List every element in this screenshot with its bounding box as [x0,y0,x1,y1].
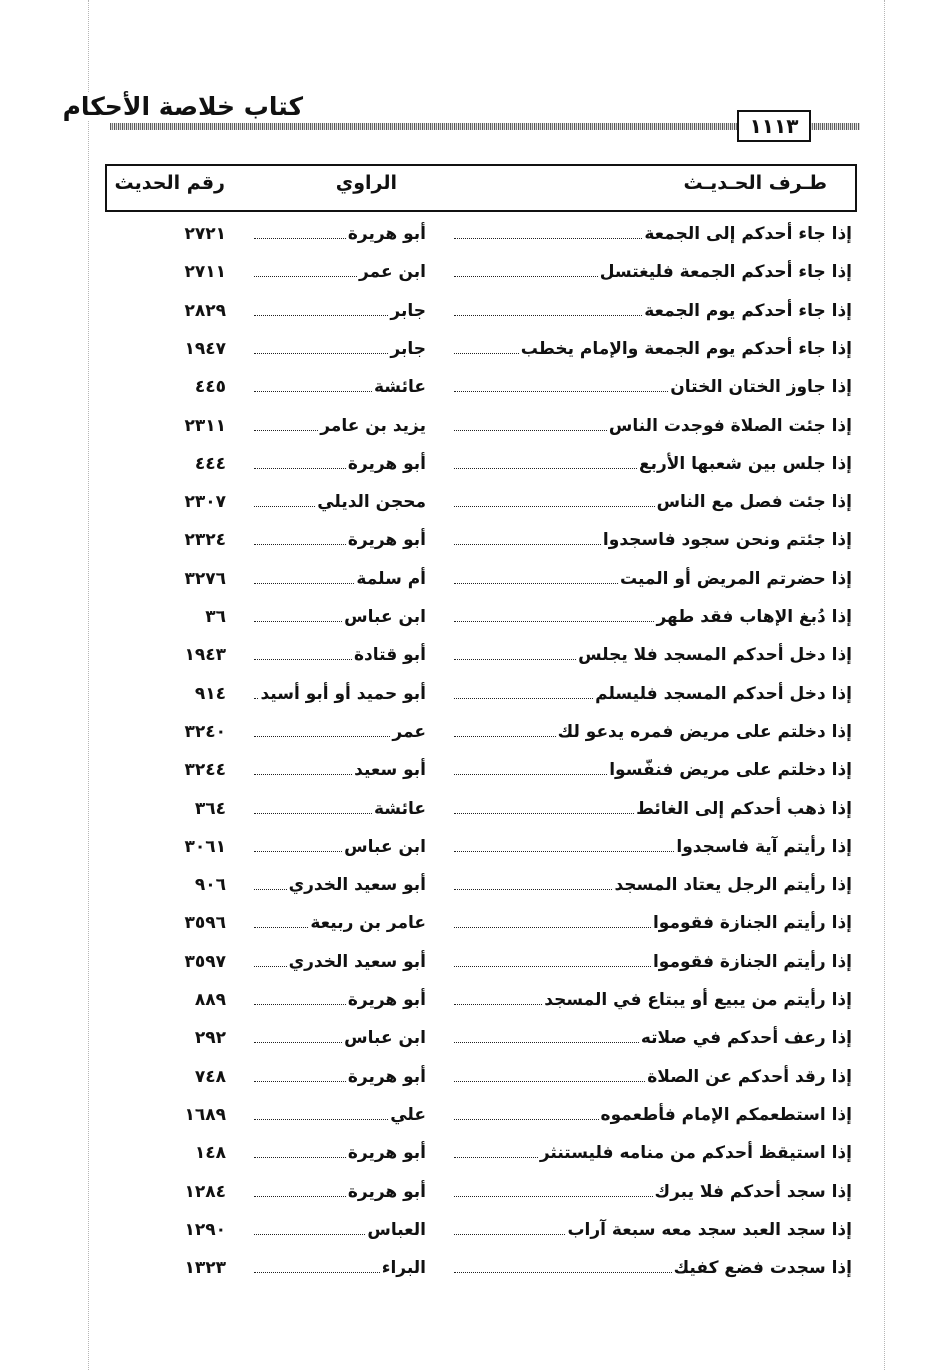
hadith-text: إذا دخلتم على مريض فمره يدعو لك [557,721,852,742]
narrator-cell [252,875,426,895]
narrator-text: ابن عمر [358,262,426,283]
narrator-text: أبو سعيد [354,760,426,781]
hadith-text: إذا دخل أحدكم المسجد فليسلم [595,683,852,704]
hadith-text: إذا جلس بين شعبها الأربع [638,453,852,474]
hadith-cell [452,1105,852,1125]
leader-dots [254,762,352,775]
leader-dots [254,647,352,660]
leader-dots [454,1030,639,1043]
leader-dots [254,877,287,890]
leader-dots [254,418,318,431]
table-row [0,1139,940,1177]
narrator-cell [252,684,426,704]
table-row [0,680,940,718]
page-header [62,92,860,140]
leader-dots [454,609,654,622]
hadith-cell [452,1182,852,1202]
hadith-number: ١٩٤٣ [184,645,226,666]
table-row [0,795,940,833]
leader-dots [454,494,655,507]
hadith-text: إذا جاء أحدكم يوم الجمعة والإمام يخطب [520,338,852,359]
table-row [0,412,940,450]
hadith-number: ٢٣١١ [184,415,226,436]
table-row [0,641,940,679]
table-row [0,948,940,986]
hadith-text: إذا دخلتم على مريض فنفّسوا [609,760,852,781]
narrator-cell [252,492,426,512]
narrator-cell [252,454,426,474]
column-header-number: رقم الحديث [114,172,225,194]
hadith-text: إذا جاء أحدكم يوم الجمعة [644,300,852,321]
hadith-cell [452,224,852,244]
table-row [0,986,940,1024]
hadith-cell [452,952,852,972]
table-row [0,909,940,947]
hadith-cell [452,301,852,321]
column-header-hadith: طـرف الحـديـث [683,172,827,194]
narrator-cell [252,607,426,627]
narrator-text: ابن عباس [344,836,426,857]
leader-dots [254,1184,346,1197]
leader-dots [454,915,651,928]
leader-dots [454,801,634,814]
hadith-number: ٣٠٦١ [184,836,226,857]
hadith-text: إذا جاء أحدكم الجمعة فليغتسل [599,262,852,283]
hadith-cell [452,1067,852,1087]
narrator-text: أبو قتادة [353,645,426,666]
table-row [0,718,940,756]
hadith-cell [452,339,852,359]
narrator-text: أبو هريرة [347,1143,426,1164]
leader-dots [454,532,601,545]
hadith-cell [452,262,852,282]
narrator-text: العباس [367,1219,426,1240]
narrator-cell [252,530,426,550]
leader-dots [254,1222,365,1235]
hadith-number: ٣٢٤٠ [184,721,226,742]
narrator-text: أبو هريرة [347,453,426,474]
hadith-number: ٢٧١١ [184,262,226,283]
hadith-cell [452,913,852,933]
hadith-number: ٩٠٦ [194,875,226,896]
leader-dots [254,532,346,545]
table-row [0,526,940,564]
narrator-text: جابر [390,338,426,359]
narrator-text: علي [390,1104,426,1125]
book-title: كتاب خلاصة الأحكام [62,92,303,121]
narrator-cell [252,262,426,282]
narrator-cell [252,1258,426,1278]
narrator-cell [252,1220,426,1240]
leader-dots [454,992,542,1005]
hadith-number: ١٩٤٧ [184,338,226,359]
hadith-text: إذا رأيتم من يبيع أو يبتاع في المسجد [544,990,852,1010]
leader-dots [454,1107,599,1120]
narrator-text: أبو هريرة [347,224,426,244]
hadith-number: ١٢٨٤ [184,1181,226,1202]
hadith-text: إذا رعف أحدكم في صلاته [640,1028,852,1049]
leader-dots [454,762,607,775]
narrator-text: جابر [390,300,426,321]
hadith-text: إذا جاء أحدكم إلى الجمعة [644,224,852,244]
leader-dots [254,609,342,622]
hadith-cell [452,492,852,512]
narrator-cell [252,990,426,1010]
hadith-text: إذا جئتم ونحن سجود فاسجدوا [602,530,852,551]
narrator-cell [252,952,426,972]
narrator-text: عامر بن ربيعة [310,913,426,934]
leader-dots [254,992,346,1005]
leader-dots [254,341,388,354]
table-row [0,488,940,526]
hadith-number: ١٤٨ [194,1143,226,1164]
hadith-number: ٩١٤ [194,683,226,704]
table-row [0,833,940,871]
hadith-cell [452,837,852,857]
narrator-text: يزيد بن عامر [320,415,426,436]
leader-dots [454,1145,538,1158]
narrator-text: أبو حميد أو أبو أسيد [260,683,426,704]
hadith-number: ٢٨٢٩ [184,300,226,321]
hadith-number: ٣٢٧٦ [184,568,226,589]
narrator-cell [252,913,426,933]
narrator-text: أبو هريرة [347,1066,426,1087]
leader-dots [254,264,357,277]
hadith-text: إذا استيقظ أحدكم من منامه فليستنثر [539,1143,852,1164]
hadith-number: ٣٦٤ [194,798,226,819]
table-row [0,373,940,411]
leader-dots [254,303,388,316]
table-row [0,450,940,488]
narrator-text: أبو هريرة [347,530,426,551]
narrator-cell [252,339,426,359]
page-number: ١١١٣ [737,110,811,142]
hadith-number: ١٣٢٣ [184,1258,226,1279]
leader-dots [254,1145,346,1158]
hadith-text: إذا رأيتم الرجل يعتاد المسجد [614,875,852,896]
hadith-cell [452,1258,852,1278]
hadith-cell [452,875,852,895]
leader-dots [454,1184,653,1197]
leader-dots [454,264,598,277]
hadith-text: إذا رقد أحدكم عن الصلاة [647,1066,852,1087]
hadith-cell [452,607,852,627]
hadith-text: إذا سجدت فضع كفيك [673,1258,852,1279]
hadith-number: ٣٦ [205,607,226,627]
hadith-number: ٢٣٠٧ [184,492,226,513]
hadith-cell [452,799,852,819]
hadith-text: إذا جئت الصلاة فوجدت الناس [608,415,852,436]
narrator-cell [252,416,426,436]
narrator-text: أم سلمة [356,568,426,589]
table-row [0,1178,940,1216]
hadith-text: إذا سجد العبد سجد معه سبعة آراب [567,1219,852,1240]
table-row [0,1024,940,1062]
leader-dots [454,341,519,354]
narrator-text: عائشة [374,377,426,398]
hadith-cell [452,722,852,742]
hadith-cell [452,760,852,780]
leader-dots [254,801,372,814]
leader-dots [254,1030,342,1043]
leader-dots [254,915,308,928]
narrator-cell [252,837,426,857]
table-row [0,1063,940,1101]
leader-dots [254,456,346,469]
table-row [0,756,940,794]
hadith-cell [452,416,852,436]
narrator-cell [252,1105,426,1125]
table-row [0,220,940,258]
leader-dots [254,1260,380,1273]
leader-dots [454,571,618,584]
narrator-cell [252,645,426,665]
leader-dots [454,877,612,890]
hadith-text: إذا رأيتم الجنازة فقوموا [652,913,852,934]
leader-dots [454,1260,672,1273]
leader-dots [254,954,287,967]
leader-dots [454,379,668,392]
column-header-narrator: الراوي [335,172,397,194]
hadith-text: إذا سجد أحدكم فلا يبرك [654,1181,852,1202]
narrator-text: أبو سعيد الخدري [288,875,426,896]
hadith-cell [452,569,852,589]
hadith-text: إذا رأيتم الجنازة فقوموا [652,951,852,972]
leader-dots [254,839,342,852]
hadith-cell [452,1143,852,1163]
hadith-cell [452,1028,852,1048]
leader-dots [254,571,354,584]
leader-dots [254,494,315,507]
narrator-cell [252,760,426,780]
hadith-text: إذا رأيتم آية فاسجدوا [676,836,852,857]
narrator-text: أبو سعيد الخدري [288,951,426,972]
hadith-text: إذا استطعمكم الإمام فأطعموه [600,1104,852,1125]
narrator-text: ابن عباس [344,607,426,627]
hadith-number: ٨٨٩ [194,990,226,1010]
leader-dots [454,954,651,967]
narrator-cell [252,722,426,742]
hadith-number: ٢٧٢١ [184,224,226,244]
hadith-number: ١٦٨٩ [184,1104,226,1125]
leader-dots [254,1069,346,1082]
leader-dots [254,686,258,699]
table-row [0,1254,940,1292]
narrator-cell [252,224,426,244]
leader-dots [454,724,556,737]
leader-dots [454,686,593,699]
narrator-cell [252,799,426,819]
leader-dots [454,1222,565,1235]
hadith-cell [452,684,852,704]
hadith-number: ٣٥٩٦ [184,913,226,934]
hadith-cell [452,530,852,550]
hadith-text: إذا ذهب أحدكم إلى الغائط [636,798,852,819]
hadith-number: ٢٩٢ [194,1028,226,1049]
hadith-number: ٤٤٥ [194,377,226,398]
leader-dots [254,379,372,392]
table-row [0,258,940,296]
hadith-number: ٤٤٤ [194,453,226,474]
leader-dots [454,418,607,431]
table-row [0,603,940,641]
hadith-number: ٣٥٩٧ [184,951,226,972]
leader-dots [454,303,642,316]
narrator-text: أبو هريرة [347,990,426,1010]
leader-dots [454,226,642,239]
narrator-cell [252,1067,426,1087]
leader-dots [454,839,674,852]
hadith-text: إذا جئت فصل مع الناس [656,492,852,513]
hadith-number: ٢٣٢٤ [184,530,226,551]
table-row [0,1216,940,1254]
hadith-cell [452,377,852,397]
narrator-text: أبو هريرة [347,1181,426,1202]
narrator-text: عمر [392,721,426,742]
hadith-text: إذا جاوز الختان الختان [670,377,852,398]
table-header [105,164,857,212]
leader-dots [454,456,637,469]
hadith-cell [452,645,852,665]
table-row [0,297,940,335]
narrator-text: البراء [381,1258,426,1279]
hadith-text: إذا دخل أحدكم المسجد فلا يجلس [578,645,852,666]
narrator-cell [252,1028,426,1048]
narrator-cell [252,377,426,397]
table-row [0,871,940,909]
leader-dots [254,226,346,239]
hadith-cell [452,1220,852,1240]
hadith-cell [452,990,852,1010]
narrator-cell [252,301,426,321]
hadith-number: ٧٤٨ [194,1066,226,1087]
table-row [0,335,940,373]
table-row [0,565,940,603]
leader-dots [454,647,576,660]
narrator-text: محجن الديلي [317,492,426,513]
narrator-cell [252,569,426,589]
leader-dots [254,724,390,737]
table-row [0,1101,940,1139]
narrator-text: عائشة [374,798,426,819]
narrator-cell [252,1143,426,1163]
narrator-text: ابن عباس [344,1028,426,1049]
hadith-number: ٣٢٤٤ [184,760,226,781]
leader-dots [454,1069,645,1082]
hadith-cell [452,454,852,474]
hadith-text: إذا حضرتم المريض أو الميت [619,568,852,589]
narrator-cell [252,1182,426,1202]
hadith-number: ١٢٩٠ [184,1219,226,1240]
hadith-text: إذا دُبغ الإهاب فقد طهر [656,607,852,627]
leader-dots [254,1107,388,1120]
